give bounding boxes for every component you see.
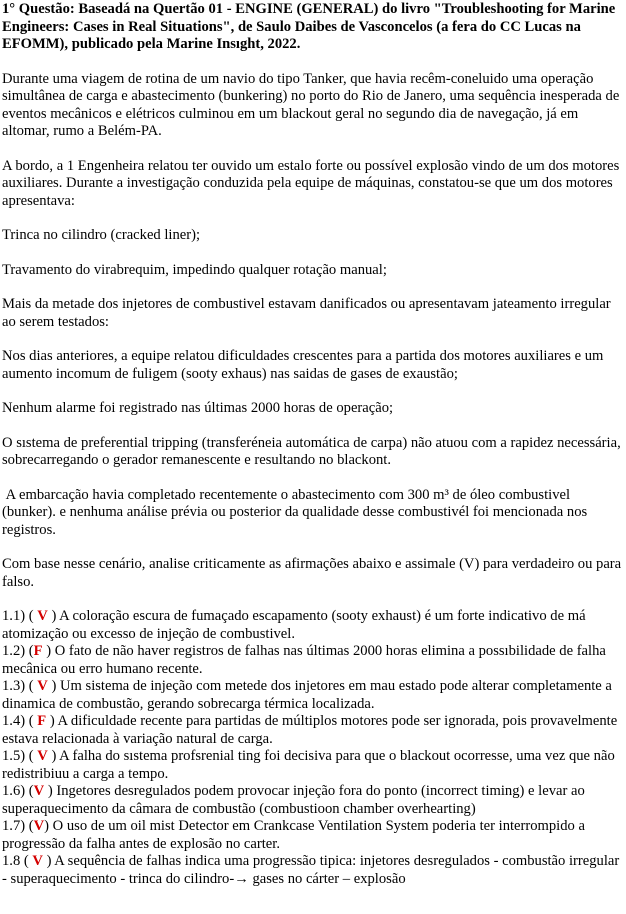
statement-text: ) O fato de não haver registros de falhas nas últimas 2000 horas elimina a possıbilidade de falha mecânica ou erro humano recente. xyxy=(2,643,606,677)
statement-prefix: 1.1) ( xyxy=(2,608,38,624)
statement-prefix: 1.2) ( xyxy=(2,643,34,659)
bunkering-paragraph: A embarcação havia completado recentemente o abastecimento com 300 m³ de óleo combustivel (bunker). e nenhuma análise prévia ou posterior da qualidade desse combustivél foi mencionada nos registros. xyxy=(2,486,591,538)
statement-1-8 xyxy=(2,853,625,888)
scenario-paragraph: Durante uma viagem de rotina de um navio do tipo Tanker, que havia recêm-coneluido uma operação simultânea de carga e abastecimento (bunkering) no porto do Rio de Janero, uma sequência inesperada de eventos mecânicos e elétricos culminou em um blackout geral no segundo dia de navegação, já em altomar, rumo a Belém-PA. xyxy=(2,70,620,139)
statement-1-1 xyxy=(2,608,625,643)
statement-prefix: 1.3) ( xyxy=(2,678,38,694)
statement-text: ) O uso de um oil mist Detector em Crankcase Ventilation System poderia ter interrompido a progressão da falha antes de explosão no carter. xyxy=(2,818,585,852)
answer-mark: F xyxy=(37,713,47,729)
finding-preferential-tripping: O sıstema de preferential tripping (transferéneia automática de carpa) não atuou com a rapidez necessária, sobrecarregando o gerador remanescente e resultando no blackont. xyxy=(2,434,621,468)
statement-prefix: 1.4) ( xyxy=(2,713,38,729)
instructions-paragraph: Com base nesse cenário, analise criticamente as afirmações abaixo e assimale (V) para verdadeiro ou para falso. xyxy=(2,556,622,590)
statement-text: ) Ingetores desregulados podem provocar injeção fora do ponto (incorrect timing) e levar ao superaquecimento da câmara de combustão (combustioon chamber overhearting) xyxy=(2,783,585,817)
finding-cracked-liner: Trinca no cilindro (cracked liner); xyxy=(2,227,201,243)
finding-previous-days: Nos dias anteriores, a equipe relatou dificuldades crescentes para a partida dos motores auxiliares e um aumento incomum de fuligem (sooty exhaus) nas saidas de gases de exaustão; xyxy=(2,348,604,382)
answer-mark: V xyxy=(33,818,45,834)
report-paragraph: A bordo, a 1 Engenheira relatou ter ouvido um estalo forte ou possível explosão vindo de um dos motores auxiliares. Durante a investigação conduzida pela equipe de máquinas, constatou-se que um dos motores apresentava: xyxy=(2,157,620,209)
statement-1-4 xyxy=(2,713,625,748)
statement-1-2 xyxy=(2,643,625,678)
finding-injectors: Mais da metade dos injetores de combustivel estavam danificados ou apresentavam jateamento irregular ao serem testados: xyxy=(2,296,611,330)
statement-prefix: 1.7) ( xyxy=(2,818,34,834)
statement-prefix: 1.6) ( xyxy=(2,783,34,799)
question-title: 1° Questão: Baseadá na Quertão 01 - ENGINE (GENERAL) do livro "Troubleshooting for Marine Engineers: Cases in Real Situations", de Saulo Daibes de Vasconcelos (a fera do CC Lucas na EFOMM), publicado pela Marine Insıght, 2022. xyxy=(2,1,616,52)
statement-text: ) A dificuldade recente para partidas de múltiplos motores pode ser ignorada, pois provavelmente estava relacionada à variação natural de carga. xyxy=(2,713,618,747)
statement-text: ) A coloração escura de fumaçado escapamento (sooty exhaust) é um forte indicativo de má atomização ou excesso de injeção de combustivel. xyxy=(2,608,586,642)
statements-list xyxy=(2,608,625,888)
answer-mark: V xyxy=(32,853,43,869)
answer-mark: F xyxy=(33,643,43,659)
statement-text: ) Um sistema de injeção com metede dos injetores em mau estado pode alterar completamente a dinamica de combustão, gerando sobrecarga térmica localizada. xyxy=(2,678,612,712)
statement-text: ) A falha do sıstema profsrenial ting foi decisiva para que o blackout ocorresse, uma vez que não redistribiuu a carga a tempo. xyxy=(2,748,615,782)
answer-mark: V xyxy=(33,783,45,799)
statement-prefix: 1.8 ( xyxy=(2,853,33,869)
statement-prefix: 1.5) ( xyxy=(2,748,38,764)
statement-1-7 xyxy=(2,818,625,853)
answer-mark: V xyxy=(37,748,48,764)
finding-no-alarm: Nenhum alarme foi registrado nas últimas 2000 horas de operação; xyxy=(2,400,394,416)
statement-1-3 xyxy=(2,678,625,713)
statement-text: ) A sequência de falhas indica uma progressão tipica: injetores desregulados - combustão irregular - superaquecimento - trinca do cilindro-→ gases no cárter – explosão xyxy=(2,853,620,887)
statement-1-6 xyxy=(2,783,625,818)
finding-crankshaft-locked: Travamento do virabrequim, impedindo qualquer rotação manual; xyxy=(2,261,387,278)
statement-1-5 xyxy=(2,748,625,783)
answer-mark: V xyxy=(37,678,48,694)
answer-mark: V xyxy=(37,608,48,624)
